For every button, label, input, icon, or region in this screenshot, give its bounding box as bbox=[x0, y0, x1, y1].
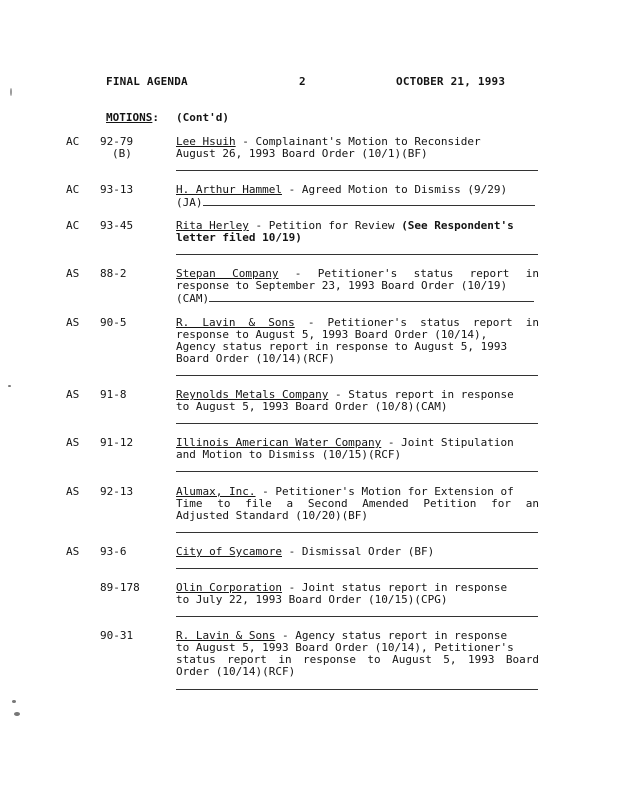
entry-line: - Status report in response bbox=[328, 388, 514, 401]
entry-party: Reynolds Metals Company bbox=[176, 388, 329, 401]
entry-note: (See Respondent's bbox=[401, 219, 514, 232]
entry-number: 93-45 bbox=[100, 219, 134, 232]
divider bbox=[176, 689, 538, 690]
divider bbox=[176, 423, 538, 424]
divider bbox=[209, 292, 534, 302]
divider bbox=[176, 616, 538, 617]
scan-mark bbox=[14, 712, 20, 716]
entry-number: 90-31 bbox=[100, 629, 134, 642]
section-colon: : bbox=[152, 111, 159, 124]
entry-line: status report in response to August 5, 1993 Board bbox=[176, 653, 539, 666]
entry-number: 89-178 bbox=[100, 581, 140, 594]
entry-description bbox=[176, 389, 539, 413]
entry-description bbox=[176, 437, 539, 461]
entry-party: Stepan Company bbox=[176, 267, 279, 280]
entry-number: 91-8 bbox=[100, 388, 127, 401]
entry-line: - Petition for Review bbox=[248, 219, 402, 232]
entry-line: to August 5, 1993 Board Order (10/8)(CAM) bbox=[176, 400, 448, 413]
entry-line: response to August 5, 1993 Board Order (10/14), bbox=[176, 328, 488, 341]
entry-line: - Petitioner's status report in bbox=[294, 316, 540, 329]
entry-number: 92-13 bbox=[100, 485, 134, 498]
entry-line: (CAM) bbox=[176, 292, 210, 305]
entry-number: 93-13 bbox=[100, 183, 134, 196]
entry-number: 91-12 bbox=[100, 436, 134, 449]
entry-line: - Petitioner's Motion for Extension of bbox=[255, 485, 514, 498]
entry-party: R. Lavin & Sons bbox=[176, 316, 295, 329]
entry-code: AC bbox=[66, 135, 80, 148]
entry-description bbox=[176, 630, 539, 678]
entry-line: - Complainant's Motion to Reconsider bbox=[235, 135, 481, 148]
entry-description bbox=[176, 317, 539, 365]
entry-code: AS bbox=[66, 545, 80, 558]
entry-line: - Dismissal Order (BF) bbox=[281, 545, 435, 558]
section-label: MOTIONS bbox=[106, 111, 153, 124]
entry-line: - Agency status report in response bbox=[275, 629, 508, 642]
entry-sub: (B) bbox=[112, 147, 132, 160]
entry-code: AS bbox=[66, 388, 80, 401]
divider bbox=[176, 532, 538, 533]
entry-number: 93-6 bbox=[100, 545, 127, 558]
divider bbox=[203, 196, 535, 206]
entry-code: AS bbox=[66, 267, 80, 280]
entry-party: Alumax, Inc. bbox=[176, 485, 256, 498]
divider bbox=[176, 170, 538, 171]
divider bbox=[176, 568, 538, 569]
agenda-date: OCTOBER 21, 1993 bbox=[396, 75, 506, 88]
divider bbox=[176, 375, 538, 376]
entry-line: Board Order (10/14)(RCF) bbox=[176, 352, 335, 365]
entry-line: Time to file a Second Amended Petition for an bbox=[176, 497, 539, 510]
section-heading bbox=[106, 112, 159, 124]
entry-line: (JA) bbox=[176, 196, 203, 209]
entry-party: Lee Hsuih bbox=[176, 135, 236, 148]
entry-description bbox=[176, 136, 539, 160]
entry-line: Adjusted Standard (10/20)(BF) bbox=[176, 509, 369, 522]
scan-mark bbox=[12, 700, 16, 703]
entry-line: to July 22, 1993 Board Order (10/15)(CPG) bbox=[176, 593, 448, 606]
entry-description bbox=[176, 184, 539, 209]
entry-number: 88-2 bbox=[100, 267, 127, 280]
entry-description bbox=[176, 220, 539, 244]
divider bbox=[176, 254, 538, 255]
page-number: 2 bbox=[299, 75, 306, 88]
scan-mark bbox=[8, 385, 11, 387]
entry-line: - Joint status report in response bbox=[281, 581, 508, 594]
entry-party: R. Lavin & Sons bbox=[176, 629, 276, 642]
entry-line: - Agreed Motion to Dismiss (9/29) bbox=[281, 183, 508, 196]
entry-party: Illinois American Water Company bbox=[176, 436, 382, 449]
divider bbox=[176, 471, 538, 472]
entry-description bbox=[176, 546, 539, 558]
entry-line: to August 5, 1993 Board Order (10/14), Petitioner's bbox=[176, 641, 514, 654]
entry-code: AS bbox=[66, 485, 80, 498]
entry-line: - Joint Stipulation bbox=[381, 436, 514, 449]
entry-line: Order (10/14)(RCF) bbox=[176, 665, 296, 678]
entry-line: response to September 23, 1993 Board Order (10/19) bbox=[176, 279, 508, 292]
entry-party: City of Sycamore bbox=[176, 545, 282, 558]
entry-code: AS bbox=[66, 316, 80, 329]
entry-code: AC bbox=[66, 183, 80, 196]
entry-description bbox=[176, 486, 539, 522]
agenda-title: FINAL AGENDA bbox=[106, 75, 188, 88]
entry-line: Agency status report in response to August 5, 1993 bbox=[176, 340, 508, 353]
entry-number: 92-79 bbox=[100, 135, 134, 148]
entry-party: Olin Corporation bbox=[176, 581, 282, 594]
scan-mark bbox=[10, 88, 12, 96]
entry-number: 90-5 bbox=[100, 316, 127, 329]
entry-line: and Motion to Dismiss (10/15)(RCF) bbox=[176, 448, 402, 461]
entry-code: AC bbox=[66, 219, 80, 232]
entry-description bbox=[176, 268, 539, 305]
entry-description bbox=[176, 582, 539, 606]
entry-party: H. Arthur Hammel bbox=[176, 183, 282, 196]
entry-line: - Petitioner's status report in bbox=[278, 267, 540, 280]
entry-line: August 26, 1993 Board Order (10/1)(BF) bbox=[176, 147, 428, 160]
entry-code: AS bbox=[66, 436, 80, 449]
section-continued: (Cont'd) bbox=[176, 111, 229, 124]
entry-note: letter filed 10/19) bbox=[176, 231, 302, 244]
entry-party: Rita Herley bbox=[176, 219, 249, 232]
